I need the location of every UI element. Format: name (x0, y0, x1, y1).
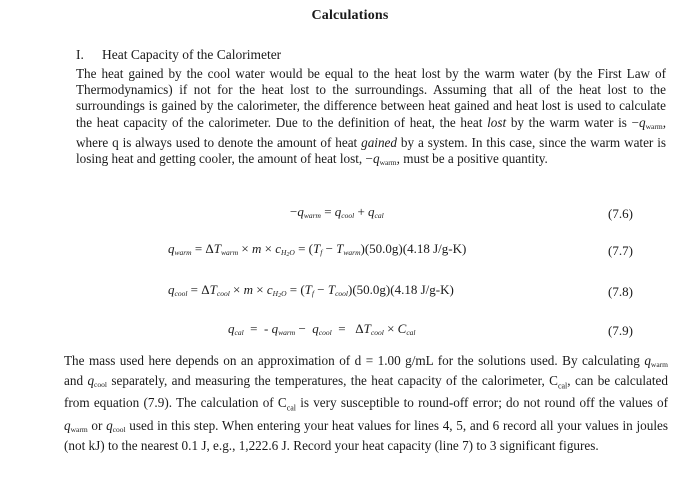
intro-text-3: , where q is always used to denote the amount of heat (76, 114, 666, 150)
outro-paragraph (64, 353, 668, 454)
sym-q-cool-2: $q_{cool}$ (106, 417, 126, 434)
intro-text-1: The heat gained by the cool water would be equal to the heat lost by the warm water (by the First Law of Thermodynamics) if not for the heat lost to the surroundings. Assuming that all of the heat lost to the surroundings is gained by the calorimeter, the difference between heat gained and heat lost is used to calculate the heat capacity of the calorimeter. Due to the definition of heat, the heat (76, 66, 666, 130)
equation-7-6: $-q_{warm} = q_{cool} + q_{cal}$ (290, 204, 384, 220)
equation-7-7-tail: (50.0g)(4.18 J/g-K) (364, 241, 467, 256)
outro-text-1: The mass used here depends on an approximation of d = 1.00 g/mL for the solutions used. By calculating (64, 353, 645, 368)
equation-7-7: $q_{warm} = \Delta T_{warm} \times m \times c_{H_2O} = (T_f - T_{warm})(50.0g)(4.18$ J/g-K) (168, 241, 467, 258)
equation-7-8-tail: (50.0g)(4.18 J/g-K) (352, 282, 454, 297)
outro-text-3: , can be calculated from equation (7.9). The calculation of C (64, 373, 668, 411)
outro-text-2: separately, and measuring the temperatures, the heat capacity of the calorimeter, C (106, 373, 558, 389)
outro-text-or: or (87, 417, 107, 433)
page-title: Calculations (311, 8, 389, 23)
intro-text-4: by a system. In this case, since the warm water is losing heat and getting cooler, the amount of heat lost, (76, 134, 666, 167)
intro-paragraph (76, 66, 666, 171)
outro-text-and: and (64, 373, 88, 389)
outro-text-4: is very susceptible to round-off error; do not round off the values of (296, 395, 668, 411)
sym-q-warm-2: $q_{warm}$ (64, 417, 88, 434)
section-title: Heat Capacity of the Calorimeter (102, 47, 282, 62)
intro-text-5: , must be a positive quantity. (396, 151, 548, 167)
equation-7-8: $q_{cool} = \Delta T_{cool} \times m \times c_{H_2O} = (T_f - T_{cool})(50.0g)(4.18$ J/g-K) (168, 282, 454, 299)
sym-neg-q-warm-2: $-q_{warm}$ (365, 151, 397, 168)
section-number: I. (76, 47, 84, 62)
outro-text-5: used in this step. When entering your heat values for lines 4, 5, and 6 record all your values in joules (not kJ) to the nearest 0.1 J, e.g., 1,222.6 J. Record your heat capacity (line 7) to 3 significant figures. (64, 417, 668, 453)
equation-number-7-7: (7.7) (608, 243, 633, 258)
sym-neg-q-warm: $-q_{warm}$ (631, 114, 663, 131)
equation-number-7-6: (7.6) (608, 206, 633, 221)
equation-number-7-8: (7.8) (608, 284, 633, 299)
cal-subscript: cal (557, 382, 568, 392)
sym-q-cool: $q_{cool}$ (87, 373, 107, 390)
intro-emph-lost: lost (487, 114, 507, 130)
sym-q-warm: $q_{warm}$ (644, 353, 668, 369)
equation-number-7-9: (7.9) (608, 323, 633, 338)
intro-text-2: by the warm water is (506, 114, 632, 130)
intro-emph-gained: gained (361, 134, 398, 150)
cal-subscript-2: cal (286, 404, 297, 414)
section-heading (76, 47, 281, 63)
equation-7-9: $q_{cal}$ = - $q_{warm} - q_{cool} = \Delta T_{cool} \times C_{cal}$ (228, 321, 416, 337)
